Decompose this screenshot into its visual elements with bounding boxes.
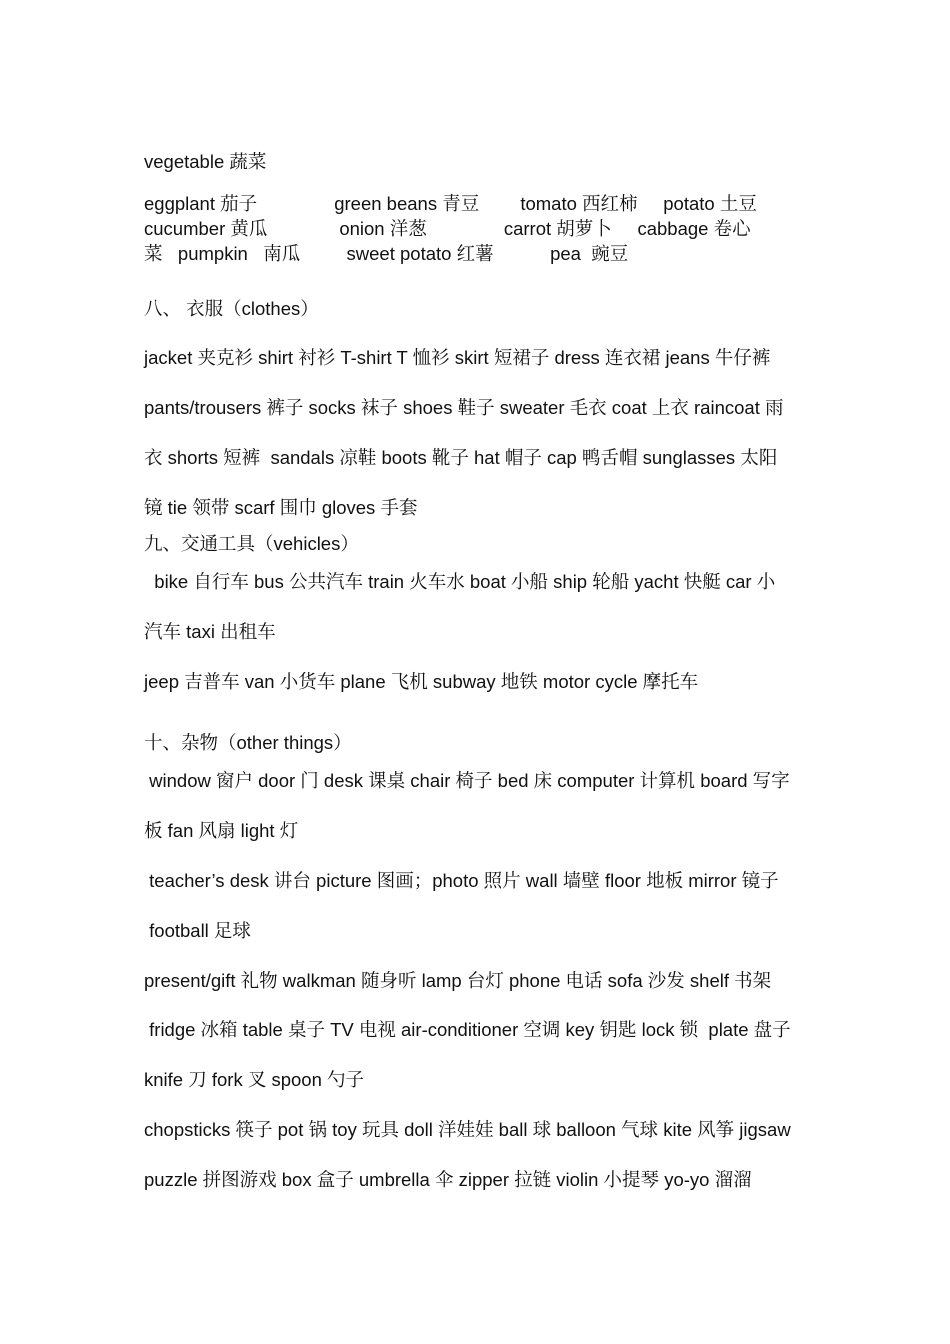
vehicles-line-1: bike 自行车 bus 公共汽车 train 火车水 boat 小船 ship 轮船 yacht 快艇 car 小	[144, 571, 776, 592]
other-line-2: 板 fan 风扇 light 灯	[144, 820, 299, 841]
vegetable-line-1: eggplant 茄子 green beans 青豆 tomato 西红柿 potato 土豆	[144, 193, 757, 214]
vegetable-line-3: 菜 pumpkin 南瓜 sweet potato 红薯 pea 豌豆	[144, 243, 629, 264]
vehicles-line-3: jeep 吉普车 van 小货车 plane 飞机 subway 地铁 motor cycle 摩托车	[144, 671, 699, 692]
other-line-3: teacher’s desk 讲台 picture 图画；photo 照片 wall 墙壁 floor 地板 mirror 镜子	[144, 870, 779, 891]
clothes-line-3: 衣 shorts 短裤 sandals 凉鞋 boots 靴子 hat 帽子 cap 鸭舌帽 sunglasses 太阳	[144, 447, 778, 468]
section-heading-vehicles: 九、交通工具（vehicles）	[144, 533, 359, 554]
clothes-line-2: pants/trousers 裤子 socks 袜子 shoes 鞋子 sweater 毛衣 coat 上衣 raincoat 雨	[144, 397, 784, 418]
vegetable-line-2: cucumber 黄瓜 onion 洋葱 carrot 胡萝卜 cabbage 卷心	[144, 218, 751, 239]
vehicles-line-2: 汽车 taxi 出租车	[144, 621, 276, 642]
other-line-6: fridge 冰箱 table 桌子 TV 电视 air-conditioner 空调 key 钥匙 lock 锁 plate 盘子	[144, 1019, 791, 1040]
other-line-9: puzzle 拼图游戏 box 盒子 umbrella 伞 zipper 拉链 violin 小提琴 yo-yo 溜溜	[144, 1169, 752, 1190]
other-line-5: present/gift 礼物 walkman 随身听 lamp 台灯 phone 电话 sofa 沙发 shelf 书架	[144, 970, 772, 991]
other-line-1: window 窗户 door 门 desk 课桌 chair 椅子 bed 床 computer 计算机 board 写字	[144, 770, 790, 791]
other-line-4: football 足球	[144, 920, 251, 941]
section-heading-clothes: 八、 衣服（clothes）	[144, 298, 319, 319]
other-line-8: chopsticks 筷子 pot 锅 toy 玩具 doll 洋娃娃 ball 球 balloon 气球 kite 风筝 jigsaw	[144, 1119, 791, 1140]
other-line-7: knife 刀 fork 叉 spoon 勺子	[144, 1069, 365, 1090]
clothes-line-4: 镜 tie 领带 scarf 围巾 gloves 手套	[144, 497, 418, 518]
section-heading-other-things: 十、杂物（other things）	[144, 732, 352, 753]
section-heading-vegetable: vegetable 蔬菜	[144, 151, 267, 172]
clothes-line-1: jacket 夹克衫 shirt 衬衫 T-shirt T 恤衫 skirt 短裙子 dress 连衣裙 jeans 牛仔裤	[144, 347, 771, 368]
